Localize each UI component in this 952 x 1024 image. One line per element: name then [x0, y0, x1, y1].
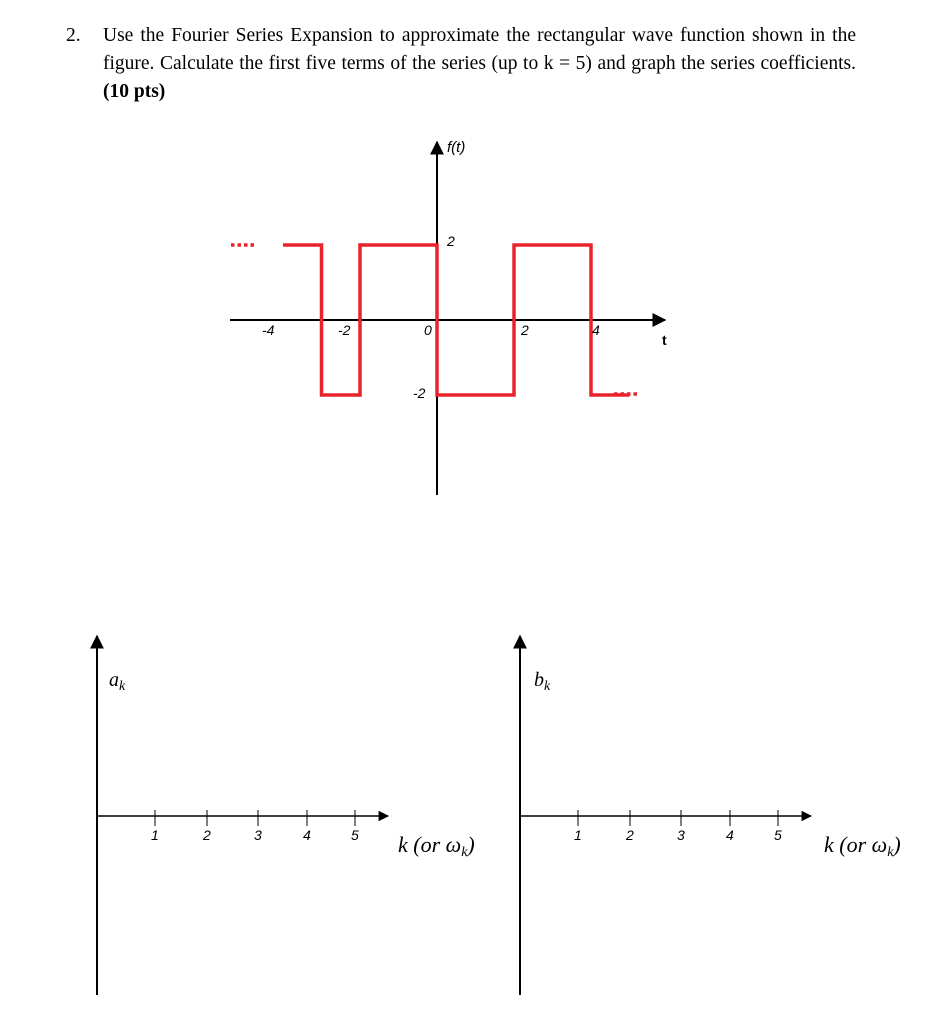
bk-plot — [520, 636, 901, 995]
ak-tick-4: 4 — [303, 827, 311, 843]
ak-plot — [97, 636, 475, 995]
ak-x-label: k (or ωk) — [398, 832, 475, 860]
t-tick-4: 4 — [592, 322, 600, 338]
y-tick-2: 2 — [447, 233, 455, 249]
bk-tick-3: 3 — [677, 827, 685, 843]
bk-y-label: $b_k$ — [534, 669, 551, 694]
wave-figure — [230, 139, 667, 495]
ak-tick-5: 5 — [351, 827, 359, 843]
t-tick-0: 0 — [424, 322, 432, 338]
bk-tick-2: 2 — [626, 827, 634, 843]
ak-tick-1: 1 — [151, 827, 159, 843]
ak-tick-marks — [155, 810, 355, 826]
t-tick-neg4: -4 — [262, 322, 275, 338]
bk-tick-5: 5 — [774, 827, 782, 843]
ak-y-label: $a_k$ — [109, 669, 126, 694]
y-tick-neg2: -2 — [413, 385, 426, 401]
bk-tick-marks — [578, 810, 778, 826]
problem-points: (10 pts) — [103, 81, 166, 102]
bk-tick-4: 4 — [726, 827, 734, 843]
ak-tick-2: 2 — [203, 827, 211, 843]
wave-t-axis-label: t — [662, 332, 667, 348]
bk-x-label: k (or ωk) — [824, 832, 901, 860]
bk-tick-1: 1 — [574, 827, 582, 843]
wave-y-axis-label: f(t) — [447, 139, 466, 156]
ak-tick-3: 3 — [254, 827, 262, 843]
problem-text: Use the Fourier Series Expansion to approximate the rectangular wave function shown in the figure. Calculate the first five terms of the series (up to k = 5) and graph the series coefficients. — [103, 25, 856, 74]
t-tick-2: 2 — [521, 322, 529, 338]
problem-number: 2. — [66, 25, 81, 46]
t-tick-neg2: -2 — [338, 322, 351, 338]
